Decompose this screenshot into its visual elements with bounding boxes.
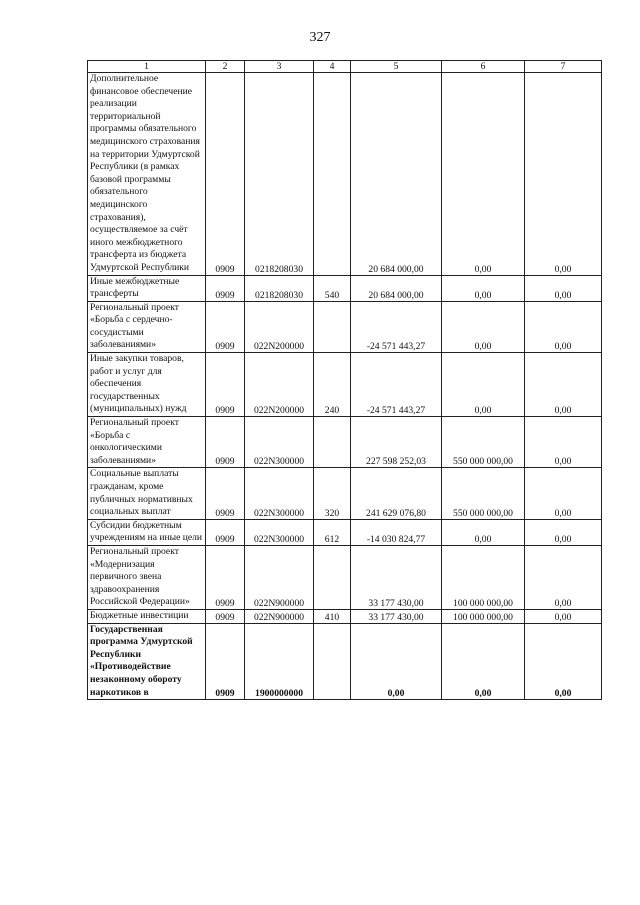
expense-type-code (314, 301, 351, 352)
header-row (88, 61, 602, 73)
amount-col7: 0,00 (525, 519, 602, 545)
amount-col5: -24 571 443,27 (351, 353, 442, 417)
target-article-code: 022N900000 (245, 545, 314, 609)
amount-col6: 0,00 (442, 519, 525, 545)
table-row (88, 73, 602, 276)
amount-col6: 0,00 (442, 623, 525, 700)
target-article-code: 0218208030 (245, 73, 314, 276)
target-article-code: 022N900000 (245, 609, 314, 623)
amount-col7: 0,00 (525, 545, 602, 609)
amount-col5: 241 629 076,80 (351, 468, 442, 519)
row-name: Иные межбюджетные трансферты (88, 275, 206, 301)
expense-type-code (314, 623, 351, 700)
column-header: 1 (88, 61, 206, 73)
section-code: 0909 (206, 301, 245, 352)
column-header: 2 (206, 61, 245, 73)
amount-col6: 0,00 (442, 353, 525, 417)
table-row (88, 468, 602, 519)
amount-col6: 0,00 (442, 301, 525, 352)
target-article-code: 022N300000 (245, 417, 314, 468)
expense-type-code (314, 545, 351, 609)
column-header: 6 (442, 61, 525, 73)
expense-type-code: 320 (314, 468, 351, 519)
expense-type-code: 540 (314, 275, 351, 301)
amount-col5: 20 684 000,00 (351, 73, 442, 276)
section-code: 0909 (206, 353, 245, 417)
amount-col5: 227 598 252,03 (351, 417, 442, 468)
row-name: Региональный проект «Борьба с онкологическими заболеваниями» (88, 417, 206, 468)
budget-table (87, 60, 602, 700)
amount-col5: 33 177 430,00 (351, 609, 442, 623)
table-row (88, 417, 602, 468)
amount-col6: 0,00 (442, 275, 525, 301)
section-code: 0909 (206, 275, 245, 301)
row-name: Субсидии бюджетным учреждениям на иные цели (88, 519, 206, 545)
amount-col5: -24 571 443,27 (351, 301, 442, 352)
table-row (88, 545, 602, 609)
column-header: 5 (351, 61, 442, 73)
expense-type-code: 612 (314, 519, 351, 545)
expense-type-code: 240 (314, 353, 351, 417)
amount-col7: 0,00 (525, 623, 602, 700)
row-name: Иные закупки товаров, работ и услуг для обеспечения государственных (муниципальных) нужд (88, 353, 206, 417)
amount-col7: 0,00 (525, 301, 602, 352)
row-name: Социальные выплаты гражданам, кроме публичных нормативных социальных выплат (88, 468, 206, 519)
section-code: 0909 (206, 609, 245, 623)
target-article-code: 0218208030 (245, 275, 314, 301)
row-name: Региональный проект «Борьба с сердечно-сосудистыми заболеваниями» (88, 301, 206, 352)
amount-col6: 100 000 000,00 (442, 545, 525, 609)
expense-type-code (314, 73, 351, 276)
amount-col6: 550 000 000,00 (442, 468, 525, 519)
amount-col6: 100 000 000,00 (442, 609, 525, 623)
row-name: Государственная программа Удмуртской Республики «Противодействие незаконному обороту наркотиков в (88, 623, 206, 700)
amount-col5: 33 177 430,00 (351, 545, 442, 609)
page-number: 327 (309, 30, 331, 45)
table-row (88, 519, 602, 545)
amount-col5: -14 030 824,77 (351, 519, 442, 545)
target-article-code: 022N300000 (245, 519, 314, 545)
table-row (88, 609, 602, 623)
amount-col7: 0,00 (525, 353, 602, 417)
row-name: Дополнительное финансовое обеспечение реализации территориальной программы обязательного медицинского страхования на территории Удмуртской Республики (в рамках базовой программы обязательного медицинского страхования), осуществляемое за счёт иного межбюджетного трансферта из бюджета Удмуртской Республики (88, 73, 206, 276)
row-name: Региональный проект «Модернизация первичного звена здравоохранения Российской Федерации» (88, 545, 206, 609)
column-header: 3 (245, 61, 314, 73)
amount-col7: 0,00 (525, 417, 602, 468)
column-header: 4 (314, 61, 351, 73)
target-article-code: 022N300000 (245, 468, 314, 519)
table-row (88, 623, 602, 700)
expense-type-code: 410 (314, 609, 351, 623)
section-code: 0909 (206, 73, 245, 276)
amount-col7: 0,00 (525, 609, 602, 623)
amount-col7: 0,00 (525, 468, 602, 519)
target-article-code: 1900000000 (245, 623, 314, 700)
target-article-code: 022N200000 (245, 353, 314, 417)
row-name: Бюджетные инвестиции (88, 609, 206, 623)
amount-col6: 550 000 000,00 (442, 417, 525, 468)
table-row (88, 301, 602, 352)
amount-col6: 0,00 (442, 73, 525, 276)
table-row (88, 353, 602, 417)
section-code: 0909 (206, 417, 245, 468)
amount-col7: 0,00 (525, 73, 602, 276)
amount-col5: 20 684 000,00 (351, 275, 442, 301)
section-code: 0909 (206, 623, 245, 700)
amount-col7: 0,00 (525, 275, 602, 301)
amount-col5: 0,00 (351, 623, 442, 700)
section-code: 0909 (206, 545, 245, 609)
section-code: 0909 (206, 519, 245, 545)
target-article-code: 022N200000 (245, 301, 314, 352)
column-header: 7 (525, 61, 602, 73)
table-row (88, 275, 602, 301)
section-code: 0909 (206, 468, 245, 519)
expense-type-code (314, 417, 351, 468)
